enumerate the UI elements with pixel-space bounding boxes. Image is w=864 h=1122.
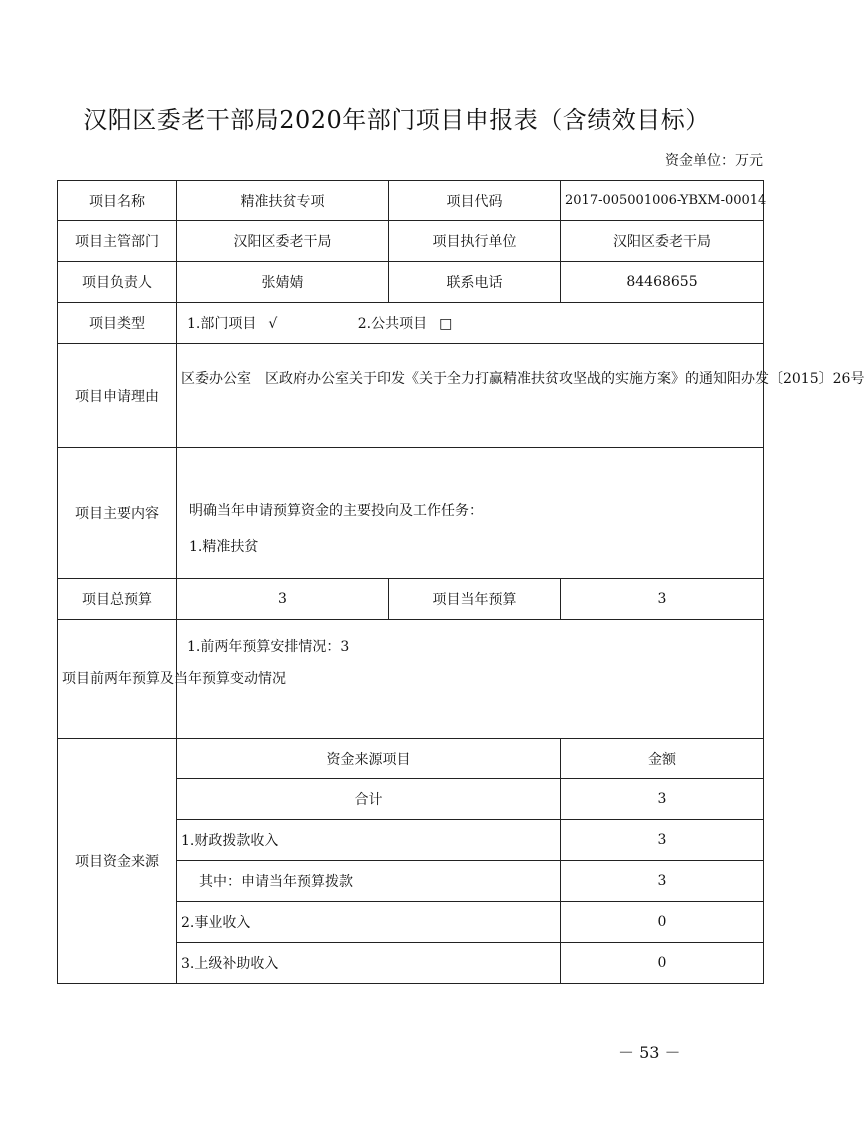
checkbox-empty-icon: □ — [439, 316, 453, 332]
row-reason — [58, 344, 764, 448]
row-fund-header — [58, 739, 764, 779]
project-type-label: 项目类型 — [58, 303, 177, 344]
current-budget-label: 项目当年预算 — [389, 579, 561, 620]
exec-unit-label: 项目执行单位 — [389, 221, 561, 262]
budget-change-text: 1.前两年预算安排情况：3 — [187, 639, 350, 655]
project-application-table — [57, 180, 864, 984]
row-project-type — [58, 303, 764, 344]
type-option-public — [358, 313, 453, 333]
page-title: 汉阳区委老干部局2020年部门项目申报表（含绩效目标） — [83, 106, 710, 134]
fund-item-amount: 3 — [561, 779, 764, 820]
total-budget-label: 项目总预算 — [58, 579, 177, 620]
row-content — [58, 448, 764, 579]
row-department — [58, 221, 764, 262]
fund-item-amount: 3 — [561, 820, 764, 861]
content-label: 项目主要内容 — [58, 448, 177, 579]
owner-label: 项目负责人 — [58, 262, 177, 303]
type-option-department — [187, 313, 277, 333]
fund-header-amount: 金额 — [561, 739, 764, 779]
type-option-public-label: 2.公共项目 — [357, 316, 428, 332]
project-name-label: 项目名称 — [58, 181, 177, 221]
row-project-name — [58, 181, 764, 221]
type-option-department-label: 1.部门项目 — [187, 316, 257, 332]
content-value — [177, 448, 764, 579]
fund-item-name: 合计 — [177, 779, 561, 820]
checkmark-icon: √ — [268, 316, 278, 332]
project-type-options — [177, 303, 764, 344]
project-name-value: 精准扶贫专项 — [177, 181, 389, 221]
row-owner — [58, 262, 764, 303]
row-budget-change — [58, 620, 764, 739]
current-budget-value: 3 — [561, 579, 764, 620]
dept-label: 项目主管部门 — [58, 221, 177, 262]
reason-label: 项目申请理由 — [58, 344, 177, 448]
exec-unit-value: 汉阳区委老干局 — [561, 221, 764, 262]
reason-value — [177, 344, 864, 448]
content-line-2: 1.精准扶贫 — [189, 539, 259, 555]
fund-item-name: 2.事业收入 — [177, 902, 561, 943]
fund-item-name: 其中：申请当年预算拨款 — [177, 861, 561, 902]
project-code-value: 2017-005001006-YBXM-00014 — [561, 181, 764, 221]
fund-item-amount: 0 — [561, 943, 764, 984]
fund-source-label: 项目资金来源 — [58, 739, 177, 984]
fund-item-name: 1.财政拨款收入 — [177, 820, 561, 861]
total-budget-value: 3 — [177, 579, 389, 620]
fund-item-name: 3.上级补助收入 — [177, 943, 561, 984]
owner-value: 张婧婧 — [177, 262, 389, 303]
project-code-label: 项目代码 — [389, 181, 561, 221]
content-line-1: 明确当年申请预算资金的主要投向及工作任务： — [189, 503, 483, 519]
phone-value: 84468655 — [561, 262, 764, 303]
row-budget — [58, 579, 764, 620]
page-number: － 53 － — [618, 1043, 681, 1062]
fund-item-amount: 0 — [561, 902, 764, 943]
reason-text: 区委办公室 区政府办公室关于印发《关于全力打赢精准扶贫攻坚战的实施方案》的通知阳办发〔2015〕26号 — [181, 371, 864, 387]
currency-unit: 资金单位：万元 — [665, 153, 763, 169]
fund-item-amount: 3 — [561, 861, 764, 902]
budget-change-label: 项目前两年预算及当年预算变动情况 — [58, 620, 177, 739]
fund-header-source: 资金来源项目 — [177, 739, 561, 779]
phone-label: 联系电话 — [389, 262, 561, 303]
dept-value: 汉阳区委老干局 — [177, 221, 389, 262]
